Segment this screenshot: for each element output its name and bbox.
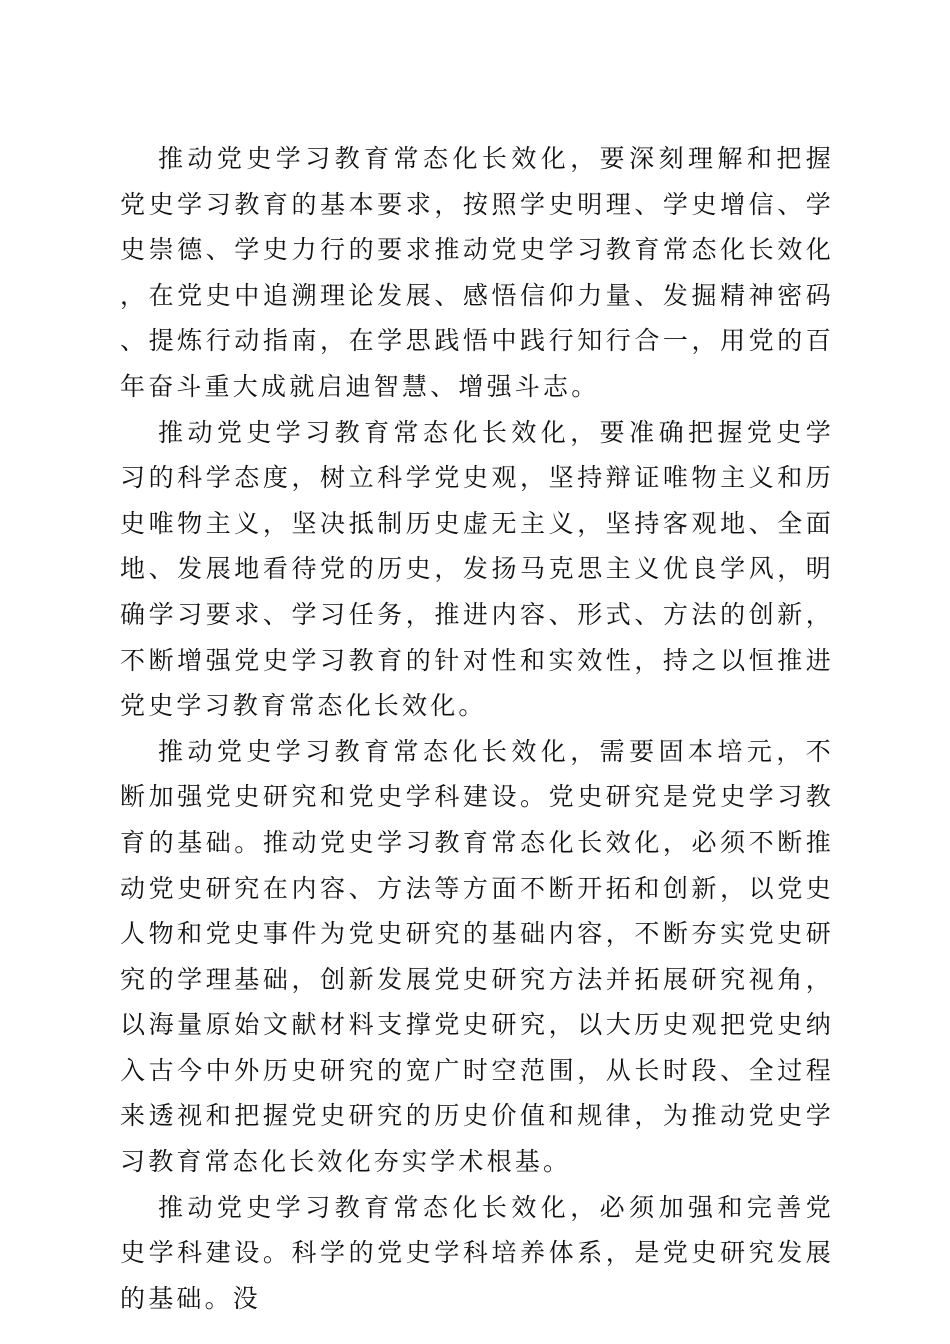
paragraph-3: 推动党史学习教育常态化长效化，需要固本培元，不断加强党史研究和党史学科建设。党史研究是党史学习教育的基础。推动党史学习教育常态化长效化，必须不断推动党史研究在内容、方法等方面不断开拓和创新，以党史人物和党史事件为党史研究的基础内容，不断夯实党史研究的学理基础，创新发展党史研究方法并拓展研究视角，以海量原始文献材料支撑党史研究，以大历史观把党史纳入古今中外历史研究的宽广时空范围，从长时段、全过程来透视和把握党史研究的历史价值和规律，为推动党史学习教育常态化长效化夯实学术根基。 <box>120 736 834 1177</box>
paragraph-4: 推动党史学习教育常态化长效化，必须加强和完善党史学科建设。科学的党史学科培养体系，是党史研究发展的基础。没 <box>120 1192 834 1313</box>
paragraph-2: 推动党史学习教育常态化长效化，要准确把握党史学习的科学态度，树立科学党史观，坚持辩证唯物主义和历史唯物主义，坚决抵制历史虚无主义，坚持客观地、全面地、发展地看待党的历史，发扬马克思主义优良学风，明确学习要求、学习任务，推进内容、形式、方法的创新，不断增强党史学习教育的针对性和实效性，持之以恒推进党史学习教育常态化长效化。 <box>120 417 834 721</box>
document-body <box>120 136 834 1321</box>
paragraph-1: 推动党史学习教育常态化长效化，要深刻理解和把握党史学习教育的基本要求，按照学史明理、学史增信、学史崇德、学史力行的要求推动党史学习教育常态化长效化，在党史中追溯理论发展、感悟信仰力量、发掘精神密码、提炼行动指南，在学思践悟中践行知行合一，用党的百年奋斗重大成就启迪智慧、增强斗志。 <box>120 144 834 401</box>
